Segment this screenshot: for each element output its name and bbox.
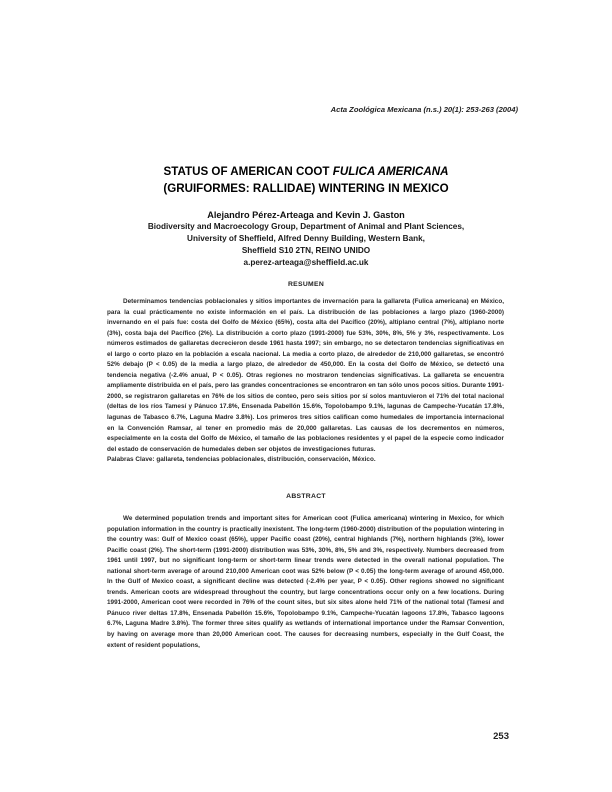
affiliation-line3: Sheffield S10 2TN, REINO UNIDO [241, 245, 371, 255]
title-line1-prefix: STATUS OF AMERICAN COOT [163, 165, 333, 178]
article-title [90, 163, 522, 197]
author-affiliation [130, 221, 482, 269]
resumen-paragraph: Determinamos tendencias poblacionales y sitios importantes de invernación para la gallareta (Fulica americana) en México, para la cual prácticamente no existe información en el país. La distribución de las poblaciones a largo plazo (1960-2000) invernando en el país fue: costa del Golfo de México (65%), costa alta del Pacífico (20%), altiplano central (7%), altiplano norte (3%), costa baja del Pacífico (2%). La distribución a corto plazo (1991-2000) fue 53%, 30%, 8%, 5% y 3%, respectivamente. Los números estimados de gallaretas decrecieron desde 1961 hasta 1997; sin embargo, no se detectaron tendencias significativas en el largo o corto plazo en la población a escala nacional. La media a corto plazo, de alrededor de 210,000 gallaretas, se encontró 52% debajo (P < 0.05) de la media a largo plazo, de alrededor de 450,000. En la costa del Golfo de México, se detectó una tendencia negativa (-2.4% anual, P < 0.05). Otras regiones no mostraron tendencias significativas. La gallareta se encuentra ampliamente distribuida en el país, pero las grandes concentraciones se encontraron en tan sólo unos pocos sitios. Durante 1991-2000, se registraron gallaretas en 76% de los sitios de conteo, pero seis sitios por sí solos mantuvieron el 71% del total nacional (deltas de los ríos Tamesí y Pánuco 17.8%, Ensenada Pabellón 15.6%, Topolobampo 9.1%, lagunas de Campeche-Yucatán 17.8%, lagunas de Tabasco 6.7%, Laguna Madre 3.8%). Los primeros tres sitios califican como humedales de importancia internacional en la Convención Ramsar, al tener en promedio más de 20,000 gallaretas. Las causas de los decrementos en números, especialmente en la costa del Golfo de México, el tamaño de las poblaciones residentes y el papel de la especie como indicador del estado de conservación de humedales deben ser objetos de investigaciones futuras. [107, 298, 504, 453]
keywords-list: gallareta, tendencias poblacionales, distribución, conservación, México. [154, 456, 376, 464]
title-species: FULICA AMERICANA [332, 165, 449, 178]
author-email: a.perez-arteaga@sheffield.ac.uk [243, 257, 369, 267]
running-head: Acta Zoológica Mexicana (n.s.) 20(1): 253-263 (2004) [330, 105, 518, 114]
resumen-keywords [107, 455, 504, 466]
abstract-paragraph: We determined population trends and important sites for American coot (Fulica americana) wintering in Mexico, for which population information in the country is practically inexistent. The long-term (1960-2000) distribution of the population wintering in the country was: Gulf of Mexico coast (65%), upper Pacific coast (20%), central highlands (7%), northern highlands (3%), lower Pacific coast (2%). The short-term (1991-2000) distribution was 53%, 30%, 8%, 5% and 3%, respectively. Numbers decreased from 1961 until 1997, but no significant long-term or short-term linear trends were detected in the overall national population. The national short-term average of around 210,000 American coot was 52% below (P < 0.05) the long-term average of around 450,000. In the Gulf of Mexico coast, a significant decline was detected (-2.4% per year, P < 0.05). Other regions showed no significant trends. American coots are widespread throughout the country, but large concentrations occur only on a few locations. During 1991-2000, American coot were recorded in 76% of the count sites, but six sites alone held 71% of the national total (Tamesí and Pánuco river deltas 17.8%, Ensenada Pabellón 15.6%, Topolobampo 9.1%, Campeche-Yucatán lagoons 17.8%, Tabasco lagoons 6.7%, Laguna Madre 3.8%). The former three sites qualify as wetlands of international importance under the Ramsar Convention, by having on average more than 20,000 American coot. The causes for decreasing numbers, especially in the Gulf Coast, the extent of resident populations, [107, 515, 504, 649]
abstract-body [107, 514, 504, 651]
author-names: Alejandro Pérez-Arteaga and Kevin J. Gaston [207, 210, 405, 220]
abstract-heading: ABSTRACT [286, 493, 326, 500]
resumen-heading: RESUMEN [287, 281, 325, 288]
title-line2: (GRUIFORMES: RALLIDAE) WINTERING IN MEXICO [163, 182, 449, 195]
affiliation-line2: University of Sheffield, Alfred Denny Building, Western Bank, [187, 233, 425, 243]
keywords-label: Palabras Clave: [107, 456, 155, 464]
resumen-body [107, 297, 504, 466]
affiliation-line1: Biodiversity and Macroecology Group, Department of Animal and Plant Sciences, [147, 222, 465, 231]
page-number: 253 [493, 731, 509, 742]
